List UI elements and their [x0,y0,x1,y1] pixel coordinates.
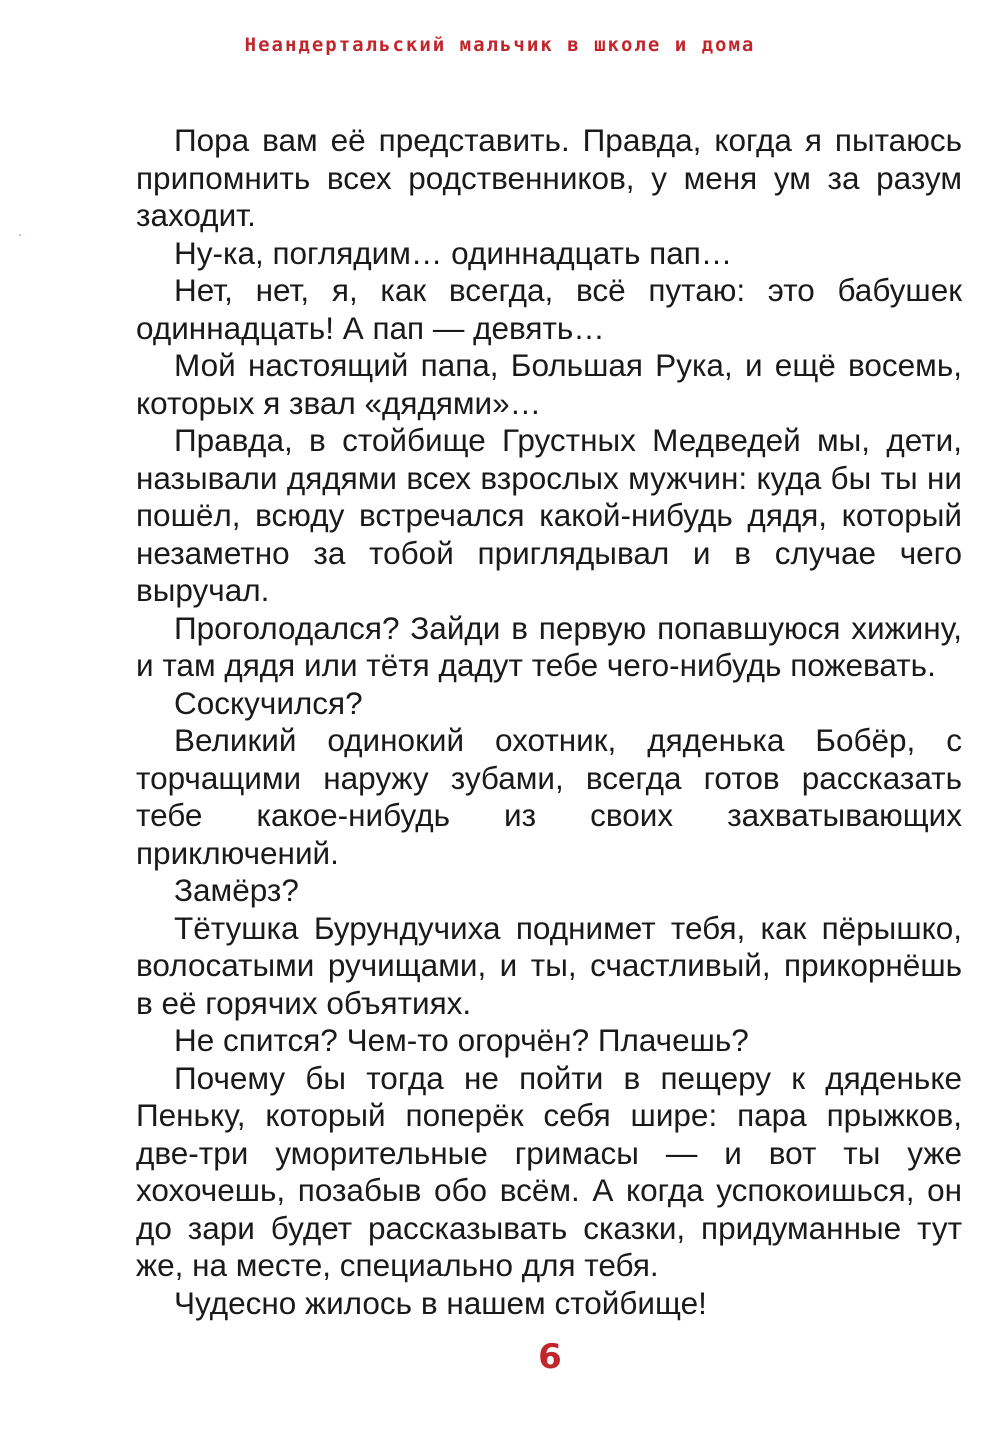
paragraph: Не спится? Чем-то огорчён? Плачешь? [174,1022,749,1058]
paragraph: Чудесно жилось в нашем стойбище! [174,1284,707,1321]
paragraph: Ну-ка, поглядим… одиннадцать пап… [174,234,733,271]
paragraph: Почему бы тогда не пойти в пещеру к дяденьке Пеньку, который поперёк себя шире: пара прыжков, две-три уморительные гримасы — и вот ты уже хохочешь, позабыв обо всём. А когда успокоишься, он до зари будет рассказывать сказки, придуманные тут же, на месте, специально для тебя. [136,1059,962,1283]
paragraph: Замёрз? [174,872,299,908]
paragraph: Великий одинокий охотник, дяденька Бобёр, с торчащими наружу зубами, всегда готов рассказать тебе какое-нибудь из своих захватывающих приключений. [136,722,962,871]
paragraph: Нет, нет, я, как всегда, всё путаю: это бабушек одиннадцать! А пап — девять… [136,272,962,346]
paragraph: Соскучился? [174,684,363,721]
paragraph: Правда, в стойбище Грустных Медведей мы, дети, называли дядями всех взрослых мужчин: куда бы ты ни пошёл, всюду встречался какой-нибудь дядя, который незаметно за тобой приглядывал и в случае чего выручал. [136,422,962,608]
paragraph: Проголодался? Зайди в первую попавшуюся хижину, и там дядя или тётя дадут тебе чего-нибудь пожевать. [136,609,962,683]
paragraph: Пора вам её представить. Правда, когда я пытаюсь припомнить всех родственников, у меня ум за разум заходит. [136,122,962,233]
paragraph: Мой настоящий папа, Большая Рука, и ещё восемь, которых я звал «дядями»… [136,347,962,421]
paper-speck [19,234,21,236]
running-title: Неандертальский мальчик в школе и дома [244,34,756,56]
body-text [136,122,962,1322]
paragraph: Тётушка Бурундучиха поднимет тебя, как пёрышко, волосатыми ручищами, и ты, счастливый, прикорнёшь в её горячих объятиях. [136,909,962,1021]
page-number: 6 [538,1337,562,1377]
